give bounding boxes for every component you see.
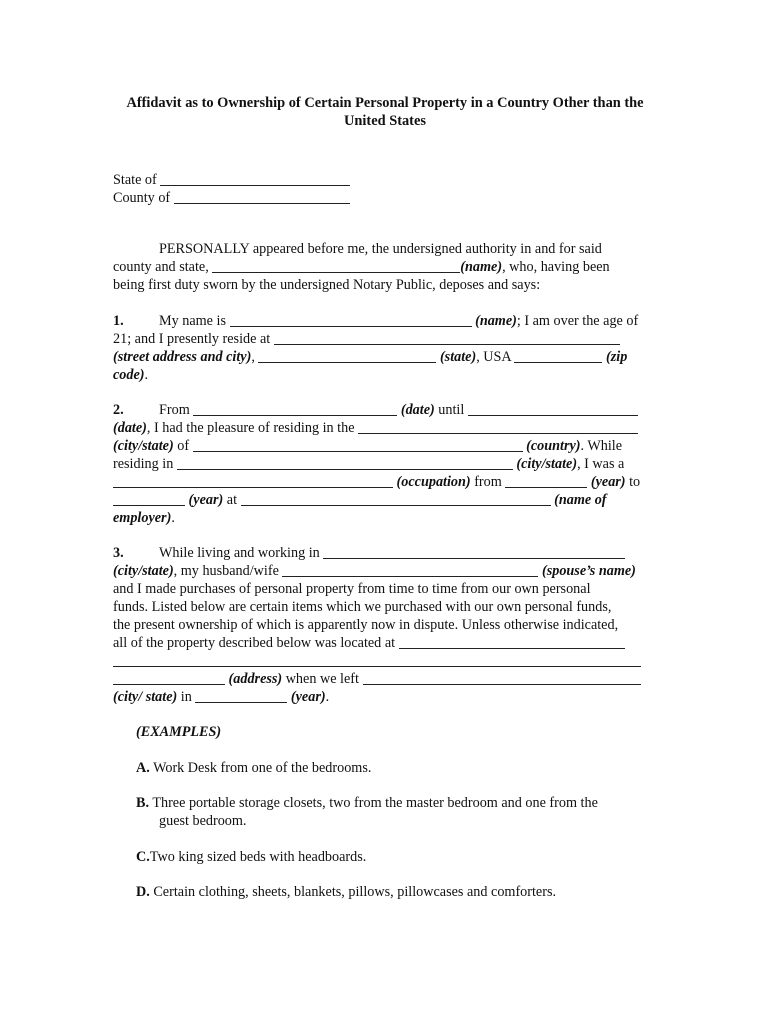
- residing-blank[interactable]: [358, 420, 638, 434]
- list-letter: B.: [136, 795, 150, 811]
- p2-text: of: [177, 438, 190, 454]
- p3-line-6: [113, 634, 625, 652]
- p1-text: ; I am over the age of: [516, 313, 639, 329]
- employer-blank[interactable]: [241, 492, 551, 506]
- address-blank[interactable]: [113, 671, 225, 685]
- date-label: (date): [400, 402, 435, 418]
- p2-text: . While: [580, 438, 623, 454]
- from-year-blank[interactable]: [505, 474, 587, 488]
- example-text: Work Desk from one of the bedrooms.: [153, 760, 372, 776]
- p3-line-3: [113, 580, 591, 598]
- p3-line-7: [113, 652, 641, 670]
- country-label: (country): [526, 438, 581, 454]
- zip-label: code): [113, 367, 145, 383]
- p2-text: at: [226, 492, 238, 508]
- residence-blank[interactable]: [274, 331, 620, 345]
- name-label: (name): [460, 259, 503, 275]
- example-item-c: [136, 848, 366, 866]
- intro-line-2: [113, 258, 610, 276]
- p2-line-2: [113, 419, 638, 437]
- examples-heading: (EXAMPLES): [136, 724, 222, 740]
- p1-text: 21; and I presently reside at: [113, 331, 271, 347]
- example-item-b: [136, 794, 598, 812]
- year-label: (year): [290, 689, 326, 705]
- paragraph-number: 2.: [113, 402, 124, 418]
- intro-text: PERSONALLY appeared before me, the undersigned authority in and for said: [159, 241, 602, 257]
- intro-line-3: [113, 276, 540, 294]
- intro-line-1: [159, 240, 602, 258]
- address-label: (address): [228, 671, 283, 687]
- p2-line-7: [113, 509, 175, 527]
- state-line: [113, 171, 350, 189]
- state-label-italic: (state): [439, 349, 477, 365]
- state-blank[interactable]: [160, 172, 350, 186]
- affiant-name-blank[interactable]: [212, 259, 460, 273]
- city-state-label: (city/state): [113, 563, 174, 579]
- p1-name-blank[interactable]: [230, 313, 472, 327]
- intro-text: , who, having been: [502, 259, 610, 275]
- living-city-blank[interactable]: [323, 545, 625, 559]
- p3-text: all of the property described below was located at: [113, 635, 396, 651]
- example-item-d: [136, 883, 556, 901]
- p2-line-4: [113, 455, 624, 473]
- p3-line-9: [113, 688, 329, 706]
- employer-label: employer): [113, 510, 172, 526]
- location-blank-2[interactable]: [113, 653, 641, 667]
- p3-text: the present ownership of which is apparently now in dispute. Unless otherwise indicated,: [113, 617, 619, 633]
- p3-text: when we left: [285, 671, 359, 687]
- city-state-label: (city/ state): [113, 689, 178, 705]
- p1-line-4: [113, 366, 148, 384]
- title-line-2: United States: [344, 113, 426, 129]
- county-blank[interactable]: [174, 190, 350, 204]
- from-date-blank[interactable]: [193, 402, 397, 416]
- p2-text: until: [438, 402, 465, 418]
- p2-line-5: [113, 473, 640, 491]
- p2-text: From: [159, 402, 190, 418]
- street-label: (street address and city): [113, 349, 252, 365]
- zip-label: (zip: [606, 349, 628, 365]
- name-label: (name): [475, 313, 517, 329]
- location-blank[interactable]: [399, 635, 625, 649]
- paragraph-number: 1.: [113, 313, 124, 329]
- p1-text: .: [144, 367, 149, 383]
- occupation-label: (occupation): [396, 474, 471, 490]
- state-residence-blank[interactable]: [258, 349, 436, 363]
- p3-line-5: [113, 616, 618, 634]
- p3-text: and I made purchases of personal property from time to time from our own personal: [113, 581, 591, 597]
- left-year-blank[interactable]: [195, 689, 287, 703]
- p2-text: to: [629, 474, 641, 490]
- p1-line-2: [113, 330, 620, 348]
- left-city-blank[interactable]: [363, 671, 641, 685]
- city-state-label: (city/state): [113, 438, 174, 454]
- residing-city-blank[interactable]: [177, 456, 513, 470]
- example-text: Three portable storage closets, two from the master bedroom and one from the: [152, 795, 598, 811]
- to-year-blank[interactable]: [113, 492, 185, 506]
- p3-text: .: [325, 689, 330, 705]
- example-item-b-cont: guest bedroom.: [159, 813, 247, 829]
- example-text: Certain clothing, sheets, blankets, pillows, pillowcases and comforters.: [153, 884, 557, 900]
- city-state-label: (city/state): [516, 456, 578, 472]
- p2-text: residing in: [113, 456, 174, 472]
- year-label: (year): [188, 492, 224, 508]
- employer-label: (name of: [554, 492, 607, 508]
- example-item-a: [136, 759, 371, 777]
- intro-text: county and state,: [113, 259, 209, 275]
- p2-text: .: [171, 510, 175, 526]
- p3-line-1: [113, 544, 625, 562]
- occupation-blank[interactable]: [113, 474, 393, 488]
- country-blank[interactable]: [193, 438, 523, 452]
- county-label: County of: [113, 190, 171, 206]
- paragraph-number: 3.: [113, 545, 124, 561]
- p1-text: My name is: [159, 313, 226, 329]
- intro-text: being first duty sworn by the undersigned Notary Public, deposes and says:: [113, 277, 541, 293]
- list-letter: D.: [136, 884, 150, 900]
- p1-text: , USA: [476, 349, 511, 365]
- p3-line-8: [113, 670, 641, 688]
- list-letter: C.: [136, 849, 150, 865]
- p3-text: , my husband/wife: [173, 563, 279, 579]
- p1-text: ,: [251, 349, 255, 365]
- list-letter: A.: [136, 760, 150, 776]
- p3-line-2: [113, 562, 636, 580]
- document-title: [100, 94, 670, 130]
- spouse-name-blank[interactable]: [282, 563, 538, 577]
- p3-text: funds. Listed below are certain items which we purchased with our own personal funds,: [113, 599, 612, 615]
- p2-line-1: [113, 401, 638, 419]
- p1-line-1: [113, 312, 638, 330]
- date-label: (date): [113, 420, 147, 436]
- p3-text: While living and working in: [159, 545, 320, 561]
- county-line: [113, 189, 350, 207]
- p3-line-4: [113, 598, 611, 616]
- zip-blank[interactable]: [514, 349, 602, 363]
- p1-line-3: [113, 348, 627, 366]
- p3-text: in: [180, 689, 192, 705]
- title-line-1: Affidavit as to Ownership of Certain Personal Property in a Country Other than the: [126, 95, 644, 111]
- p2-line-6: [113, 491, 607, 509]
- year-label: (year): [590, 474, 626, 490]
- p2-text: , I was a: [577, 456, 625, 472]
- p2-text: from: [474, 474, 502, 490]
- state-label: State of: [113, 172, 157, 188]
- until-date-blank[interactable]: [468, 402, 638, 416]
- example-text: Two king sized beds with headboards.: [149, 849, 367, 865]
- spouse-label: (spouse’s name): [541, 563, 636, 579]
- p2-text: , I had the pleasure of residing in the: [146, 420, 355, 436]
- p2-line-3: [113, 437, 622, 455]
